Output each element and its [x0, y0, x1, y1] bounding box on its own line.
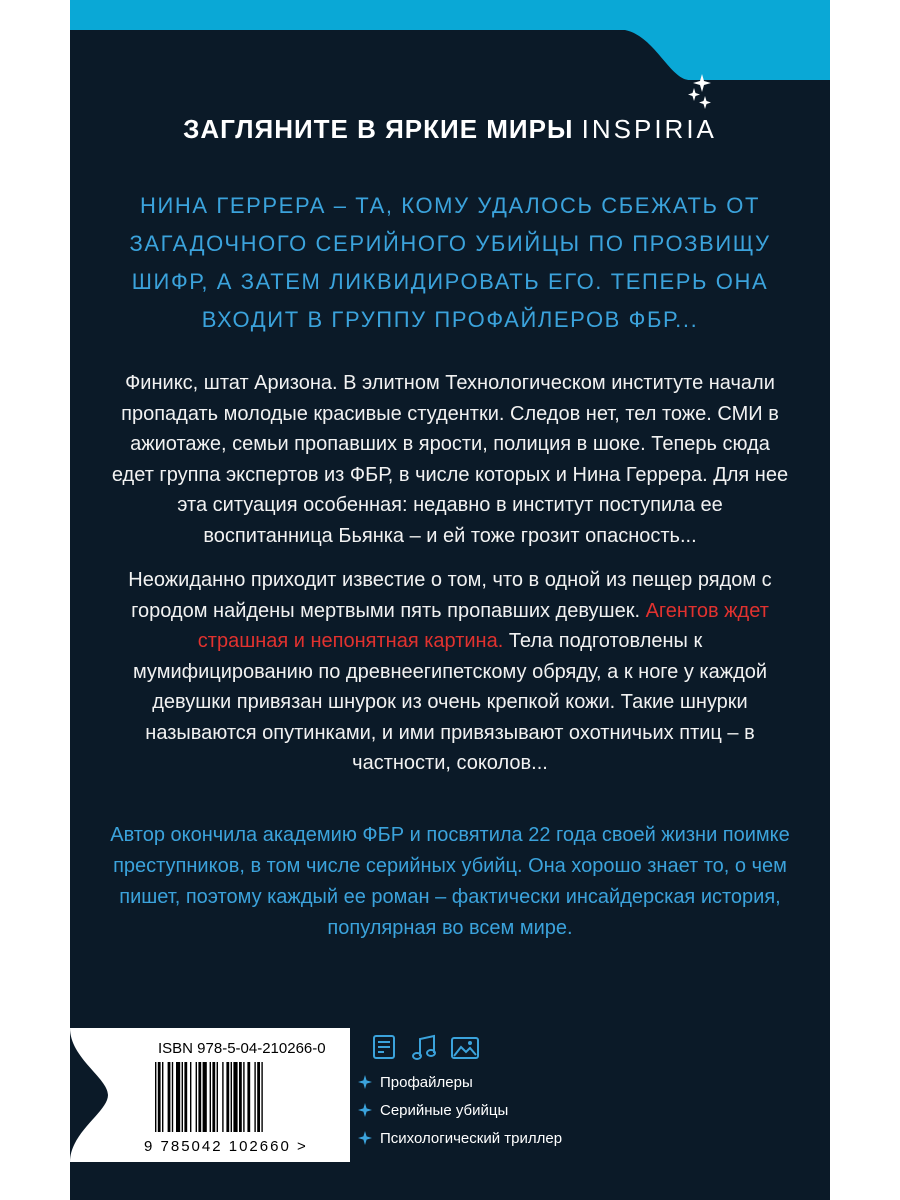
sparkle-icon	[358, 1103, 372, 1117]
book-back-cover	[70, 0, 830, 1200]
format-icons	[370, 1034, 490, 1064]
barcode-notch-decoration	[70, 1028, 110, 1162]
author-note: Автор окончила академию ФБР и посвятила 22 года своей жизни поимке преступников, в том числе серийных убийц. Она хорошо знает то, о чем пишет, поэтому каждый ее роман – фактически инсайдерская история, популярная во всем мире.	[110, 824, 790, 939]
paragraph-2-end: Тела подготовлены к мумифицированию по древнеегипетскому обряду, а к ноге у каждой девушки привязан шнурок из очень крепкой кожи. Такие шнурки называются опутинками, и ими привязывают охотничьих птиц – в частности, соколов...	[132, 630, 768, 774]
sparkle-icon	[358, 1131, 372, 1145]
brand-name: INSPIRIA	[581, 114, 717, 144]
tagline-text: ЗАГЛЯНИТЕ В ЯРКИЕ МИРЫ	[183, 114, 574, 144]
barcode-bars	[155, 1062, 335, 1132]
publisher-tagline	[70, 114, 830, 145]
synopsis-paragraph-2	[110, 565, 790, 779]
highlighted-sentence: Агентов ждет страшная и непонятная картина.	[197, 599, 769, 652]
genre-tag-label: Профайлеры	[380, 1073, 473, 1091]
lead-text: НИНА ГЕРРЕРА – ТА, КОМУ УДАЛОСЬ СБЕЖАТЬ ОТ ЗАГАДОЧНОГО СЕРИЙНОГО УБИЙЦЫ ПО ПРОЗВИЩУ ШИФР, А ЗАТЕМ ЛИКВИДИРОВАТЬ ЕГО. ТЕПЕРЬ ОНА ВХОДИТ В ГРУППУ ПРОФАЙЛЕРОВ ФБР...	[129, 193, 771, 332]
genre-tag-label: Психологический триллер	[380, 1129, 563, 1147]
genre-tag-label: Серийные убийцы	[380, 1101, 509, 1119]
synopsis-paragraph-1: Финикс, штат Аризона. В элитном Технологическом институте начали пропадать молодые красивые студентки. Следов нет, тел тоже. СМИ в ажиотаже, семьи пропавших в ярости, полиция в шоке. Теперь сюда едет группа экспертов из ФБР, в числе которых и Нина Геррера. Для нее эта ситуация особенная: недавно в институт поступила ее воспитанница Бьянка – и ей тоже грозит опасность...	[111, 372, 789, 547]
illustration-icon	[450, 1034, 480, 1062]
genre-tag	[358, 1096, 562, 1124]
genre-tag	[358, 1068, 562, 1096]
isbn-text: ISBN 978-5-04-210266-0	[158, 1040, 326, 1057]
sparkle-stars-icon	[686, 74, 716, 114]
genre-tags	[358, 1068, 562, 1152]
sparkle-icon	[358, 1075, 372, 1089]
genre-tag	[358, 1124, 562, 1152]
paragraph-2-start: Неожиданно приходит известие о том, что в одной из пещер рядом с городом найдены мертвыми пять пропавших девушек.	[128, 569, 772, 622]
audiobook-icon	[410, 1034, 440, 1062]
ebook-icon	[370, 1034, 400, 1062]
barcode-number: 9 785042 102660 >	[144, 1138, 308, 1155]
top-band-decoration	[70, 0, 830, 80]
